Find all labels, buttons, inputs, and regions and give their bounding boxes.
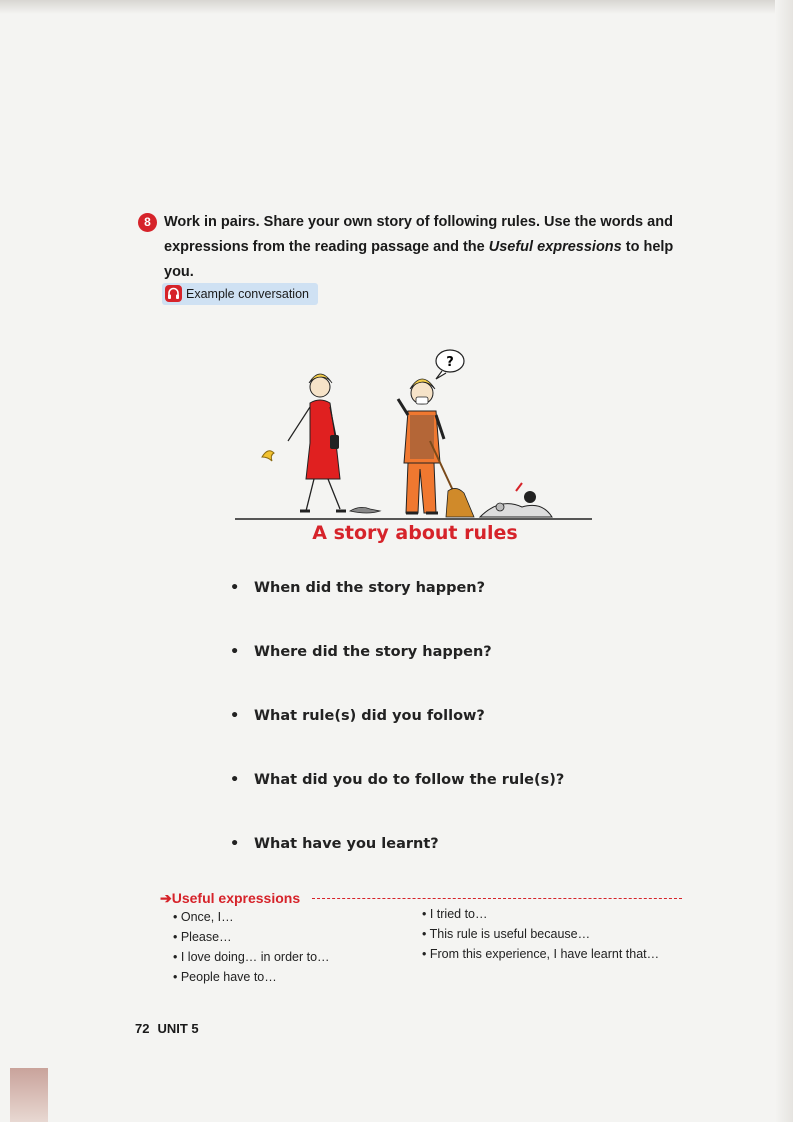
speech-bubble-icon bbox=[436, 350, 464, 379]
svg-text:?: ? bbox=[446, 355, 454, 370]
page-number: 72 bbox=[135, 1021, 150, 1036]
expression-item: • Please… bbox=[173, 930, 232, 944]
dashed-divider bbox=[312, 898, 682, 899]
expression-item: • Once, I… bbox=[173, 910, 234, 924]
useful-expressions-ref: Useful expressions bbox=[488, 239, 622, 255]
bullet: • bbox=[230, 708, 240, 724]
story-title: A story about rules bbox=[312, 522, 518, 544]
speaker-icon bbox=[165, 285, 182, 302]
page-footer bbox=[135, 1021, 199, 1036]
example-conversation-label: Example conversation bbox=[186, 287, 309, 301]
expression-item: • This rule is useful because… bbox=[422, 927, 591, 941]
question-item: • What rule(s) did you follow? bbox=[230, 708, 485, 724]
expression-item: • From this experience, I have learnt that… bbox=[422, 947, 660, 961]
example-conversation-button[interactable] bbox=[162, 283, 318, 305]
arrow-icon: ➔ bbox=[160, 890, 172, 906]
task-instruction bbox=[138, 210, 698, 285]
street-sweeper-figure bbox=[398, 379, 474, 517]
task-text: Work in pairs. Share your own story of following rules. Use the words and expressions from the reading passage and the Useful expressions to help you. bbox=[164, 214, 674, 280]
task-number: 8 bbox=[138, 213, 157, 232]
expression-item: • I love doing… in order to… bbox=[173, 950, 330, 964]
unit-label: UNIT 5 bbox=[157, 1021, 199, 1036]
bullet: • bbox=[230, 772, 240, 788]
bullet: • bbox=[230, 836, 240, 852]
woman-figure bbox=[288, 374, 346, 511]
scan-corner-mark bbox=[10, 1068, 48, 1122]
question-item: • What have you learnt? bbox=[230, 836, 439, 852]
story-illustration bbox=[230, 345, 600, 525]
expression-item: • I tried to… bbox=[422, 907, 488, 921]
page-edge-right bbox=[775, 0, 793, 1122]
bullet: • bbox=[230, 580, 240, 596]
banana-peel-icon bbox=[262, 451, 274, 461]
page-edge bbox=[0, 0, 793, 14]
litter-pile bbox=[480, 483, 552, 517]
question-item: • Where did the story happen? bbox=[230, 644, 492, 660]
question-item: • What did you do to follow the rule(s)? bbox=[230, 772, 565, 788]
bullet: • bbox=[230, 644, 240, 660]
useful-expressions-heading: ➔Useful expressions bbox=[160, 890, 301, 906]
expression-item: • People have to… bbox=[173, 970, 277, 984]
question-item: • When did the story happen? bbox=[230, 580, 486, 596]
